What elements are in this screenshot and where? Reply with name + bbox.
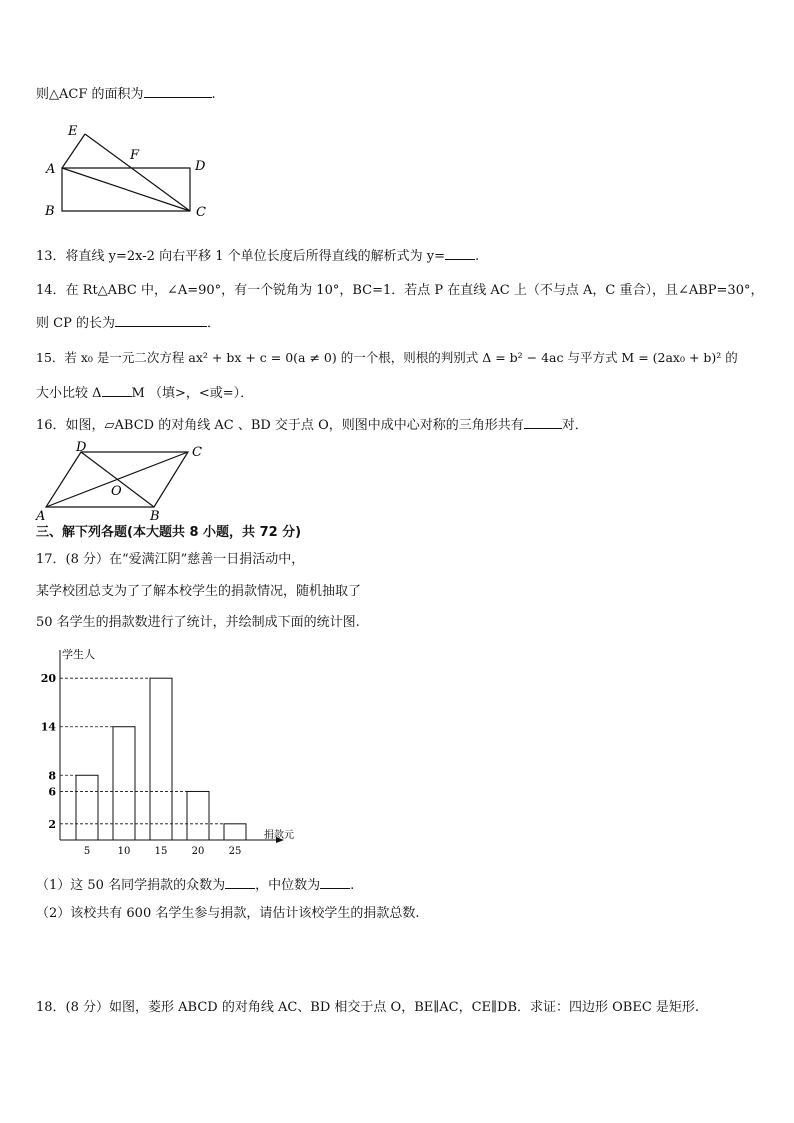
q13-text: 13．将直线 y=2x-2 向右平移 1 个单位长度后所得直线的解析式为 y= . (36, 246, 479, 266)
label-a: A (46, 162, 56, 177)
figure-rectangle-abcd (40, 120, 220, 225)
x-tick-label: 5 (83, 846, 91, 856)
q17-sub2: （2）该校共有 600 名学生参与捐款，请估计该校学生的捐款总数. (36, 906, 420, 921)
q12-answer-blank[interactable] (144, 84, 212, 98)
x-tick-label: 15 (154, 846, 168, 856)
q17-sub1: （1）这 50 名同学捐款的众数为 ，中位数为 . (36, 875, 354, 895)
bar (76, 775, 98, 840)
y-axis-label: 学生人 (62, 648, 95, 661)
label-f: F (130, 148, 140, 163)
q17-line1: 17．(8 分）在“爱满江阴”慈善一日捐活动中， (36, 552, 305, 567)
q17-mode-blank[interactable] (225, 875, 255, 889)
figure-parallelogram-abcd (34, 440, 214, 522)
bar (113, 727, 135, 840)
q15-line1: 15．若 x₀ 是一元二次方程 ax² + bx + c = 0(a ≠ 0) 的一个根，则根的判别式 Δ = b² − 4ac 与平方式 M = (2ax₀ + b)² 的 (36, 350, 738, 365)
q17-line3: 50 名学生的捐款数进行了统计，并绘制成下面的统计图. (36, 615, 360, 630)
q17-median-blank[interactable] (320, 875, 350, 889)
x-tick-label: 20 (191, 846, 205, 856)
label-d: D (76, 440, 87, 455)
bar (224, 824, 246, 840)
label-d: D (195, 159, 206, 174)
label-b: B (45, 204, 55, 219)
bar (150, 678, 172, 840)
donation-bar-chart (36, 646, 306, 856)
section-title: 三、解下列各题(本大题共 8 小题，共 72 分) (36, 525, 302, 540)
q13-answer-blank[interactable] (445, 246, 475, 260)
y-tick-label: 8 (48, 769, 56, 783)
q16-answer-blank[interactable] (524, 415, 562, 429)
q12-text: 则△ACF 的面积为 . (36, 84, 216, 104)
q15-line2: 大小比较 Δ M （填>，<或=）． (36, 383, 253, 403)
q14-line2: 则 CP 的长为 ． (36, 313, 220, 333)
y-tick-label: 14 (40, 720, 56, 734)
q14-line1: 14．在 Rt△ABC 中，∠A=90°，有一个锐角为 10°，BC=1．若点 P 在直线 AC 上（不与点 A，C 重合），且∠ABP=30°， (36, 283, 764, 298)
y-tick-label: 20 (40, 672, 56, 686)
q16-text: 16．如图，▱ABCD 的对角线 AC 、BD 交于点 O，则图中成中心对称的三角形共有 对． (36, 415, 588, 435)
label-e: E (68, 124, 78, 139)
q15-answer-blank[interactable] (102, 383, 132, 397)
label-b: B (150, 509, 160, 522)
label-c: C (196, 205, 206, 220)
y-tick-label: 2 (48, 817, 56, 831)
bar (187, 791, 209, 840)
label-o: O (111, 484, 122, 499)
label-c: C (192, 445, 202, 460)
q14-answer-blank[interactable] (115, 313, 207, 327)
x-tick-label: 10 (117, 846, 131, 856)
label-a: A (36, 509, 46, 522)
x-tick-label: 25 (228, 846, 242, 856)
x-axis-label: 捐款元 (264, 830, 294, 841)
q18-text: 18．(8 分）如图，菱形 ABCD 的对角线 AC、BD 相交于点 O，BE∥AC，CE∥DB．求证：四边形 OBEC 是矩形. (36, 1000, 700, 1015)
y-tick-label: 6 (48, 785, 56, 799)
q17-line2: 某学校团总支为了了解本校学生的捐款情况，随机抽取了 (36, 584, 362, 599)
